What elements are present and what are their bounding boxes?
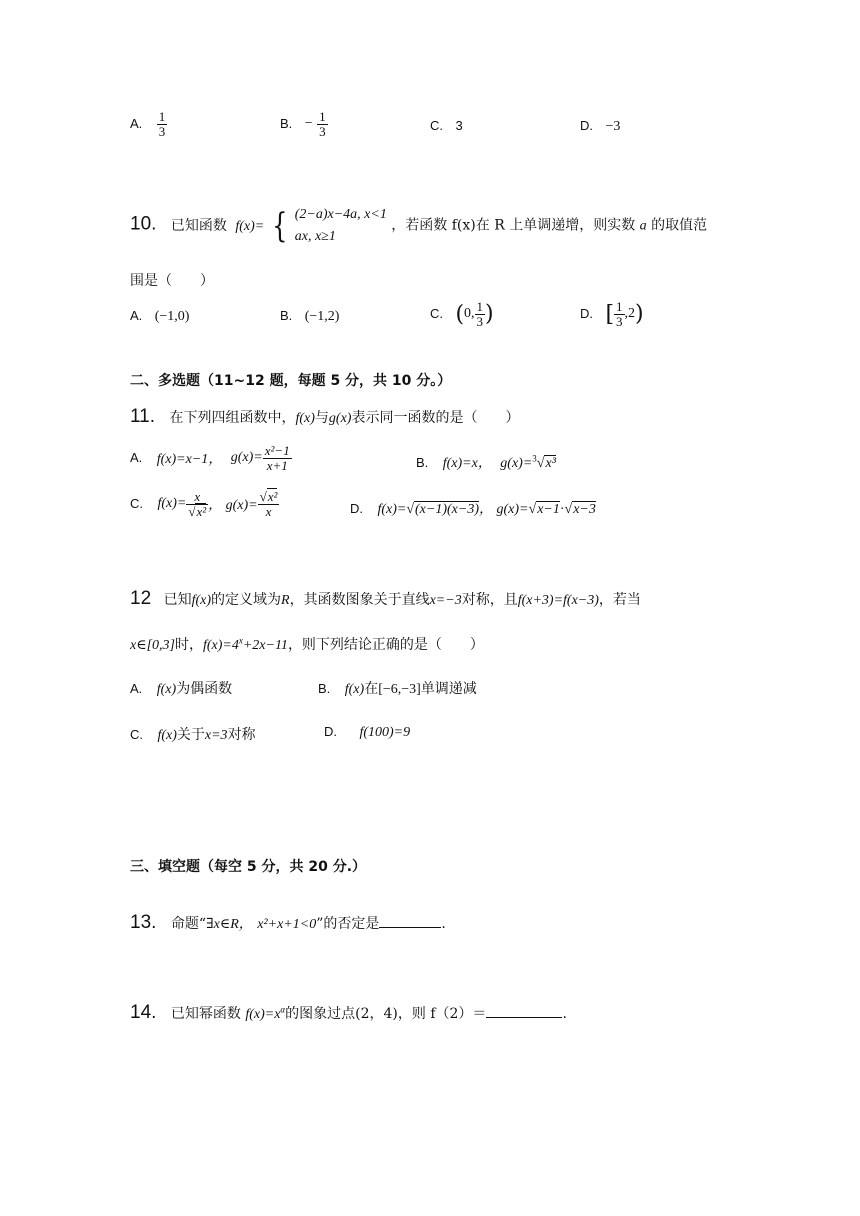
q10-stem	[130, 204, 707, 247]
denominator: x	[258, 504, 280, 519]
option-label: D.	[580, 118, 593, 133]
numerator: 1	[319, 109, 326, 124]
radicand: x−3	[573, 502, 596, 517]
denominator: x+1	[263, 458, 292, 473]
numerator: 1	[158, 109, 166, 124]
stem-text: 已知幂函数	[170, 1006, 246, 1022]
quantifier: ∃x∈R，	[206, 917, 253, 932]
numerator: 1	[616, 299, 623, 314]
radicand: x−1	[537, 502, 560, 517]
q9-option-d	[580, 118, 620, 135]
fraction	[157, 110, 168, 138]
denominator: 3	[158, 123, 166, 139]
interval: [−6,−3]	[378, 682, 421, 697]
stem-text: 对称，且	[461, 592, 518, 608]
left-paren: (	[455, 301, 465, 327]
option-f: f(x)=	[377, 502, 407, 517]
radical-sign: √	[406, 502, 415, 517]
domain-condition: x∈[0,3]	[130, 638, 175, 653]
function-definition: f(x)=4	[202, 638, 239, 653]
root-index: 3	[532, 453, 537, 464]
q12-stem	[130, 588, 641, 610]
q10-stem-line2	[130, 270, 214, 290]
option-label: C.	[430, 306, 443, 322]
question-number: 12	[130, 588, 152, 609]
option-label: D.	[580, 306, 593, 322]
q10-options	[130, 300, 730, 342]
question-number: 10.	[130, 213, 157, 235]
numerator: 1	[476, 299, 484, 314]
option-label: C.	[430, 118, 443, 133]
option-label: A.	[130, 116, 143, 132]
interval-start: 0,	[464, 306, 475, 322]
denominator: 3	[616, 313, 623, 329]
function-f: f(x)	[191, 593, 212, 608]
option-value: f(100)=9	[359, 725, 411, 740]
option-text: 为偶函数	[176, 681, 233, 697]
functional-equation: f(x+3)=f(x−3)	[517, 593, 599, 608]
left-bracket: [	[605, 301, 615, 327]
option-label: B.	[280, 308, 293, 323]
question-number: 14.	[130, 1002, 157, 1023]
q14	[130, 1002, 567, 1024]
q9-option-b	[280, 110, 328, 138]
q12-option-b	[318, 678, 477, 698]
q13	[130, 912, 446, 934]
stem-text: ，其函数图象关于直线	[289, 592, 430, 608]
q12-option-c	[130, 724, 256, 744]
interval-end: ,2	[624, 306, 636, 322]
radicand: (x−1)(x−3)	[415, 502, 479, 517]
case-2: ax, x≥1	[294, 228, 336, 244]
numerator: x²	[267, 489, 278, 504]
option-f: f(x)=	[157, 496, 187, 512]
right-paren: )	[635, 301, 644, 327]
option-f: f(x)	[344, 682, 365, 697]
function-name: f(x)=	[235, 218, 265, 234]
question-number: 11.	[130, 406, 156, 427]
piecewise-cases	[295, 204, 387, 247]
fraction: $\frac{x}{\text{√x²}}$	[188, 489, 207, 519]
option-label: A.	[130, 681, 143, 696]
q11-option-a	[130, 444, 292, 472]
stem-text: 的取值范	[651, 217, 708, 234]
option-label: B.	[318, 681, 331, 696]
option-g: ， g(x)=	[479, 502, 529, 517]
stem-text: 与	[314, 410, 329, 426]
q12-option-a	[130, 678, 232, 698]
option-f: f(x)=x−1，	[156, 452, 223, 468]
stem-text: 围是（ ）	[130, 273, 214, 289]
q10-option-c	[430, 300, 494, 328]
right-paren: )	[485, 301, 494, 327]
option-g: ， g(x)=	[208, 498, 258, 514]
stem-text: 在下列四组函数中，	[169, 410, 296, 426]
inequality: x²+x+1<0	[257, 917, 317, 932]
fraction	[317, 110, 328, 138]
numerator: x	[194, 489, 201, 504]
left-brace: {	[271, 205, 288, 246]
option-text: 在	[364, 681, 379, 697]
variable-a: a	[639, 218, 647, 234]
section-2-heading: 二、多选题（11~12 题，每题 5 分，共 10 分。）	[130, 373, 452, 389]
minus-sign: −	[304, 116, 313, 132]
numerator: x²−1	[264, 443, 290, 458]
option-value: (−1,0)	[154, 309, 190, 324]
stem-text: 的图象过点(2，4)，则 f（2）＝	[285, 1006, 487, 1022]
radical-sign: √	[528, 502, 537, 517]
option-label: A.	[130, 450, 143, 466]
stem-text: ，则下列结论正确的是（ ）	[287, 637, 484, 653]
stem-text: ”的否定是	[316, 916, 380, 932]
function-f: f(x)	[295, 411, 315, 426]
option-value: (−1,2)	[304, 309, 340, 324]
denominator: x²	[196, 503, 207, 519]
q9-options	[130, 108, 730, 148]
radical-sign: √	[536, 456, 545, 471]
option-label: A.	[130, 308, 143, 323]
option-f: f(x)	[157, 728, 177, 743]
q9-option-c	[430, 118, 463, 134]
stem-text: 已知	[163, 592, 192, 608]
fraction: $\frac{\text{√x²}}{x}$	[259, 489, 278, 519]
radicand: x³	[545, 456, 556, 471]
stem-text: 时，	[174, 637, 203, 653]
stem-text: ，若函数 f(x)在 R 上单调递增，则实数	[391, 217, 636, 234]
exponent-alpha: α	[280, 1004, 286, 1015]
fraction	[614, 300, 625, 328]
denominator: 3	[319, 123, 326, 139]
function-definition-rest: +2x−11	[242, 638, 288, 653]
q9-option-a	[130, 110, 167, 138]
option-g: g(x)=	[500, 456, 533, 471]
exponent: x	[238, 635, 243, 646]
set-r: R	[281, 593, 290, 608]
option-label: B.	[280, 116, 293, 132]
option-label: B.	[416, 455, 429, 470]
stem-text: ，若当	[598, 592, 641, 608]
q11-option-b	[416, 452, 556, 472]
option-label: D.	[324, 724, 337, 739]
denominator: 3	[476, 313, 484, 329]
period: .	[562, 1006, 567, 1022]
section-3-heading: 三、填空题（每空 5 分，共 20 分.）	[130, 859, 367, 875]
option-label: C.	[130, 727, 143, 742]
stem-text: 的定义域为	[211, 592, 282, 608]
q10-option-d	[580, 300, 644, 328]
symmetry-line: x=3	[204, 728, 228, 743]
option-g: g(x)=	[230, 450, 263, 466]
q12-option-d	[324, 724, 410, 741]
option-label: C.	[130, 496, 143, 512]
option-label: D.	[350, 501, 363, 516]
option-value: 3	[455, 118, 463, 133]
option-f: f(x)=x，	[442, 456, 492, 471]
answer-blank[interactable]	[486, 1005, 562, 1018]
fraction	[263, 444, 292, 472]
radical-sign: √	[564, 502, 573, 517]
question-number: 13.	[130, 912, 157, 933]
stem-text: 命题“	[170, 916, 207, 932]
option-text: 关于	[176, 727, 205, 743]
stem-text: 表示同一函数的是（ ）	[351, 410, 520, 426]
symmetry-line: x=−3	[429, 593, 462, 608]
multiply-dot: ·	[559, 502, 565, 517]
function-g: g(x)	[328, 411, 352, 426]
q11-option-c	[130, 490, 279, 518]
stem-text: 已知函数	[170, 217, 227, 234]
case-1: (2−a)x−4a, x<1	[294, 207, 387, 222]
answer-blank[interactable]	[379, 915, 441, 928]
option-value: −3	[605, 119, 621, 134]
option-f: f(x)	[156, 682, 177, 697]
period: .	[441, 916, 446, 932]
q11-option-d	[350, 498, 596, 518]
q10-option-a	[130, 308, 189, 325]
q11-stem	[130, 406, 519, 428]
option-text: 单调递减	[420, 681, 477, 697]
fraction	[475, 300, 486, 328]
q12-stem-line2	[130, 634, 484, 654]
power-function: f(x)=x	[245, 1007, 281, 1022]
q10-option-b	[280, 308, 339, 325]
option-text: 对称	[227, 727, 256, 743]
